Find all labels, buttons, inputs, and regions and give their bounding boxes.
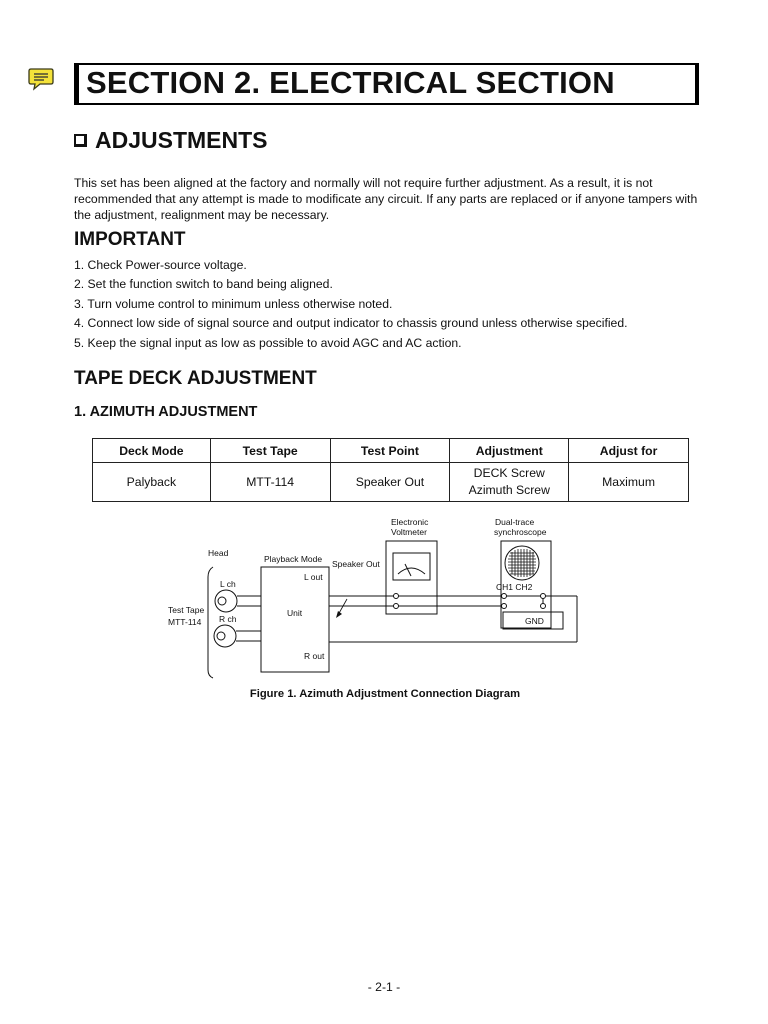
azimuth-heading: 1. AZIMUTH ADJUSTMENT: [74, 404, 258, 420]
page-number: - 2-1 -: [367, 980, 401, 994]
unit-label: Unit: [287, 608, 303, 618]
adjustments-heading: [74, 125, 268, 155]
intro-paragraph: This set has been aligned at the factory and normally will not require further adjustment. As a result, it is not recommended that any attempt is made to modificate any circuit. If any parts are replaced or if anyone tampers with the adjustment, realignment may be necessary.: [74, 176, 698, 222]
table-cell: Maximum: [569, 463, 689, 502]
table-header-row: [93, 439, 689, 463]
adjustment-line: Azimuth Screw: [468, 483, 550, 497]
section-title: SECTION 2. ELECTRICAL SECTION: [86, 65, 615, 100]
checkbox-square-icon: [74, 134, 87, 147]
important-heading: IMPORTANT: [74, 229, 186, 250]
voltmeter-label: Voltmeter: [391, 527, 427, 537]
test-tape-label: Test Tape: [168, 605, 205, 615]
table-row: [93, 463, 689, 502]
connection-diagram: [160, 512, 600, 682]
speaker-out-label: Speaker Out: [332, 559, 380, 569]
test-tape-model-label: MTT-114: [168, 617, 202, 627]
list-item: 2. Set the function switch to band being aligned.: [74, 277, 333, 292]
column-header: Test Tape: [210, 439, 330, 463]
figure-caption: [0, 688, 768, 700]
column-header: Test Point: [330, 439, 450, 463]
column-header: Adjust for: [569, 439, 689, 463]
l-ch-label: L ch: [220, 579, 236, 589]
adjustments-heading-text: ADJUSTMENTS: [95, 127, 268, 153]
l-out-label: L out: [304, 572, 323, 582]
ch1-ch2-label: CH1 CH2: [496, 582, 533, 592]
gnd-label: GND: [525, 616, 544, 626]
column-header: Deck Mode: [93, 439, 211, 463]
electronic-label: Electronic: [391, 517, 429, 527]
column-header: Adjustment: [450, 439, 569, 463]
list-item: 4. Connect low side of signal source and output indicator to chassis ground unless otherwise specified.: [74, 316, 628, 331]
table-cell: Palyback: [93, 463, 211, 502]
playback-mode-label: Playback Mode: [264, 554, 323, 564]
r-out-label: R out: [304, 651, 325, 661]
list-item: 1. Check Power-source voltage.: [74, 258, 247, 272]
tape-deck-heading: TAPE DECK ADJUSTMENT: [74, 368, 317, 389]
list-item: 5. Keep the signal input as low as possible to avoid AGC and AC action.: [74, 335, 462, 350]
table-cell: Speaker Out: [330, 463, 450, 502]
synchroscope-label: synchroscope: [494, 527, 547, 537]
important-list: [74, 256, 628, 353]
adjustment-line: DECK Screw: [473, 466, 545, 480]
azimuth-table: [92, 438, 689, 502]
list-item: 3. Turn volume control to minimum unless otherwise noted.: [74, 296, 393, 311]
r-ch-label: R ch: [219, 614, 237, 624]
head-label: Head: [208, 548, 229, 558]
figure-caption-text: Figure 1. Azimuth Adjustment Connection Diagram: [249, 688, 521, 700]
note-icon[interactable]: [28, 67, 54, 91]
table-cell: [450, 463, 569, 502]
table-cell: MTT-114: [210, 463, 330, 502]
dual-trace-label: Dual-trace: [495, 517, 535, 527]
